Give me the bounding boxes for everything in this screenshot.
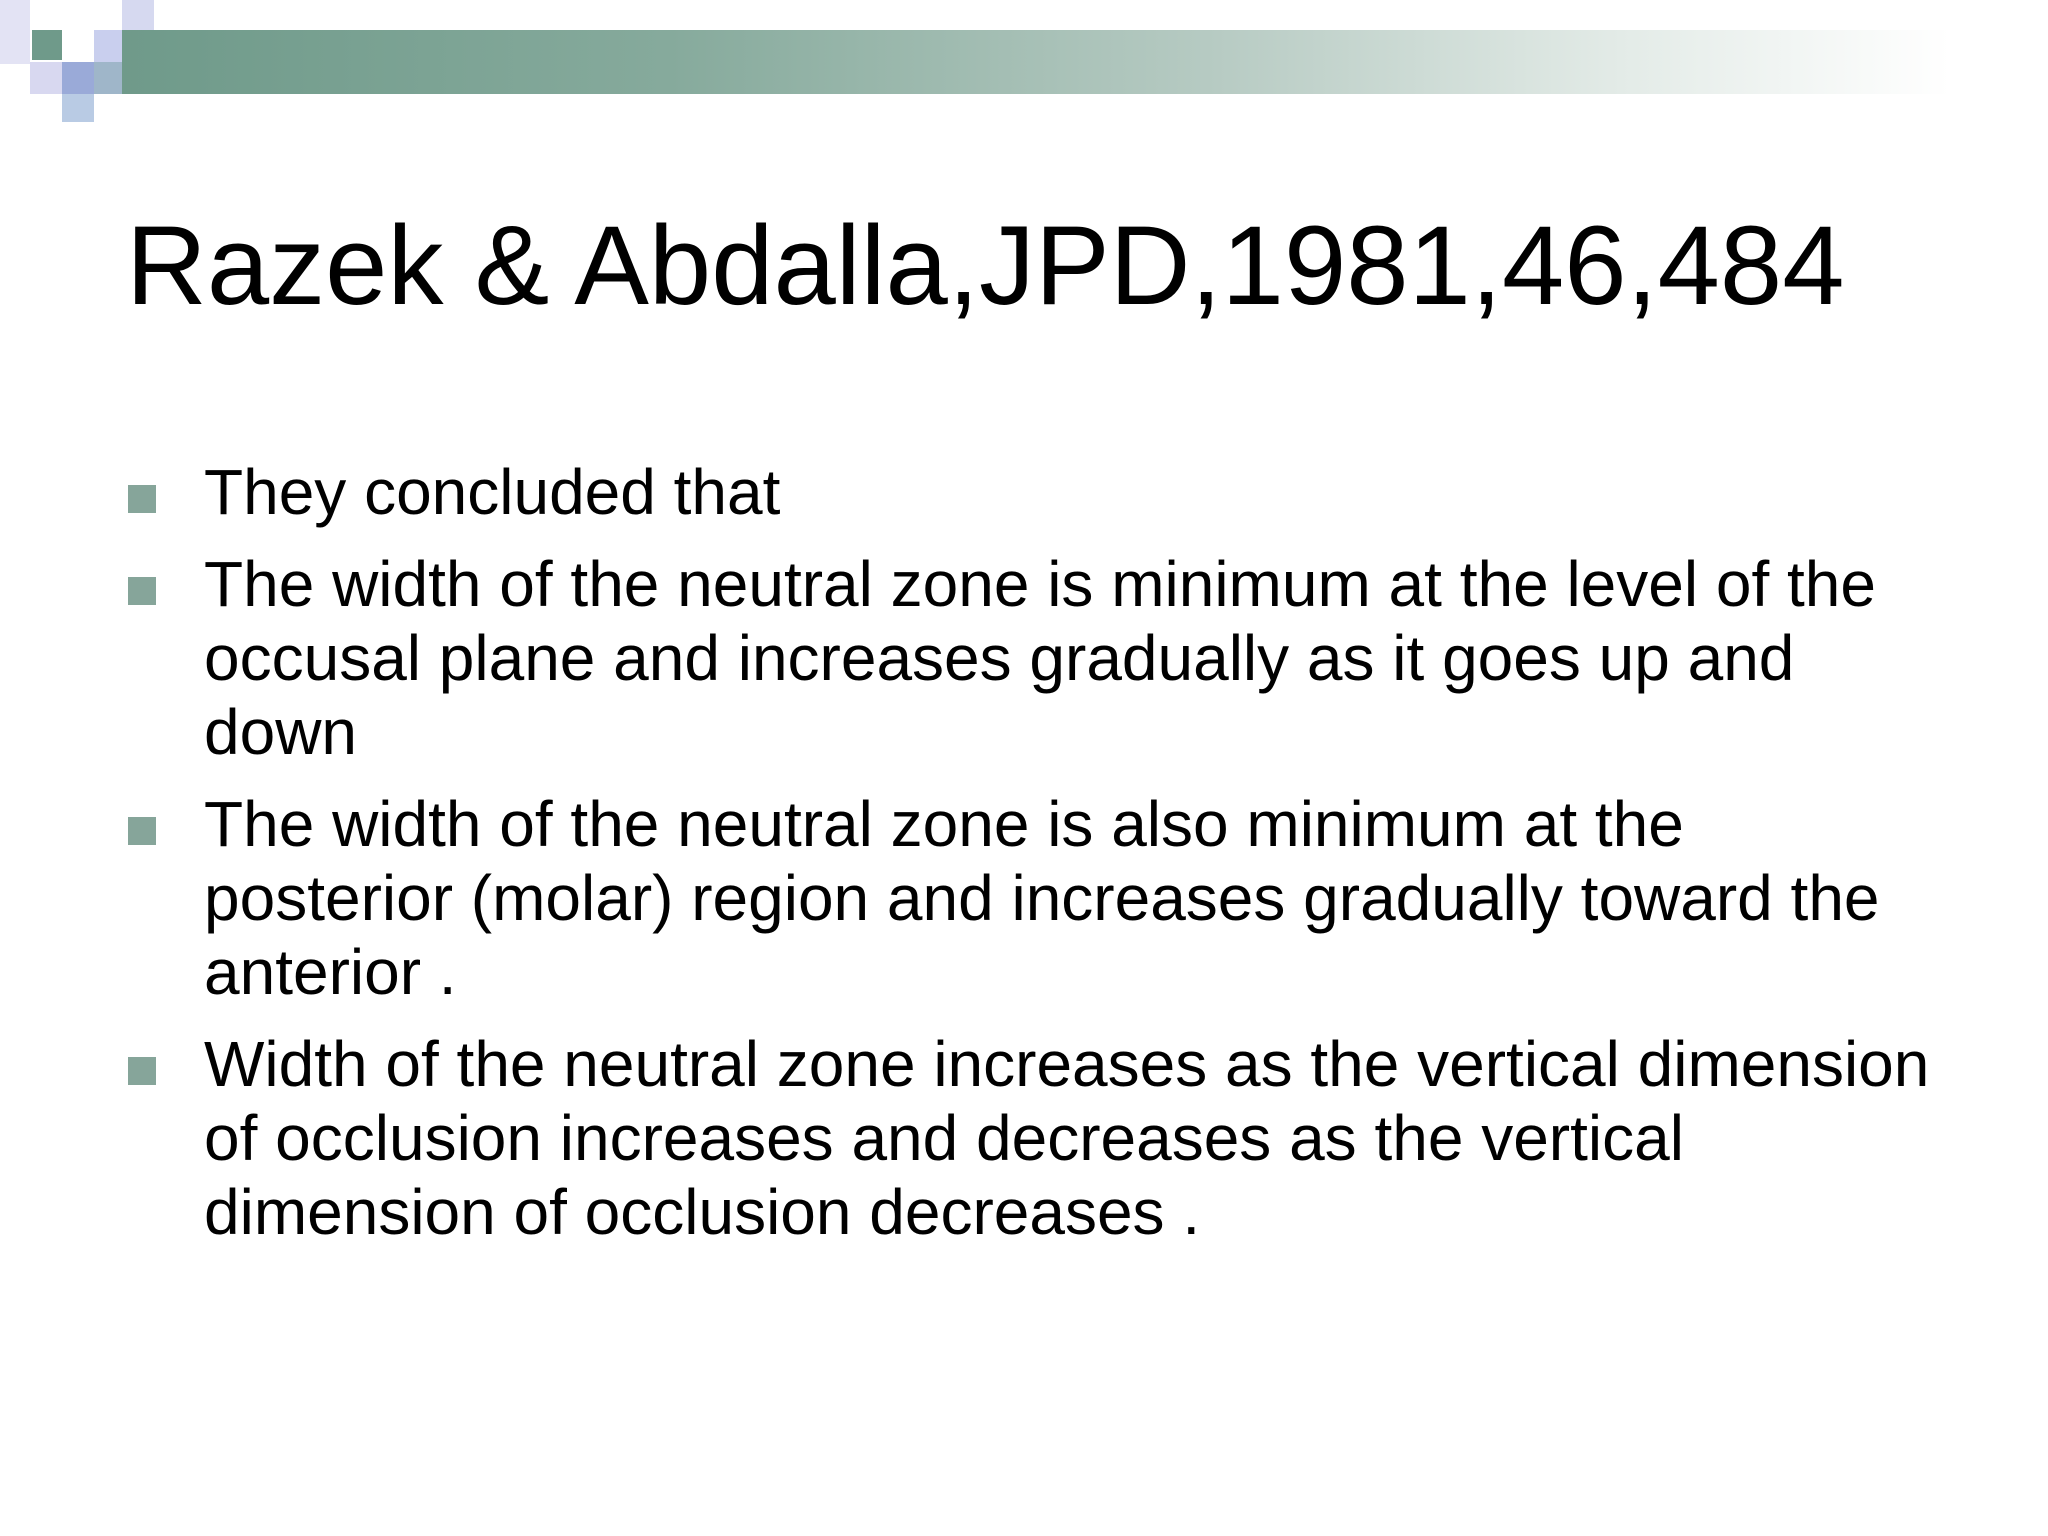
decorative-square bbox=[32, 30, 62, 60]
decorative-square bbox=[62, 62, 94, 94]
decorative-square bbox=[122, 0, 154, 30]
square-bullet-icon bbox=[128, 817, 156, 845]
square-bullet-icon bbox=[128, 577, 156, 605]
bullet-item bbox=[126, 787, 1946, 1009]
header-decoration-bar bbox=[120, 30, 1950, 94]
bullet-list bbox=[126, 455, 1946, 1267]
decorative-square bbox=[30, 62, 62, 94]
square-bullet-icon bbox=[128, 485, 156, 513]
decorative-square bbox=[94, 30, 122, 62]
square-bullet-icon bbox=[128, 1057, 156, 1085]
bullet-item bbox=[126, 547, 1946, 769]
bullet-text: They concluded that bbox=[204, 456, 781, 528]
bullet-text: The width of the neutral zone is minimum at the level of the occusal plane and increases gradually as it goes up and down bbox=[204, 548, 1876, 768]
bullet-item bbox=[126, 455, 1946, 529]
bullet-text: The width of the neutral zone is also minimum at the posterior (molar) region and increases gradually toward the anterior . bbox=[204, 788, 1880, 1008]
slide-title: Razek & Abdalla,JPD,1981,46,484 bbox=[126, 203, 1845, 328]
bullet-text: Width of the neutral zone increases as the vertical dimension of occlusion increases and decreases as the vertical dimension of occlusion decreases . bbox=[204, 1028, 1930, 1248]
decorative-square bbox=[62, 94, 94, 122]
bullet-item bbox=[126, 1027, 1946, 1249]
decorative-square bbox=[0, 0, 30, 64]
decorative-square bbox=[94, 62, 122, 94]
